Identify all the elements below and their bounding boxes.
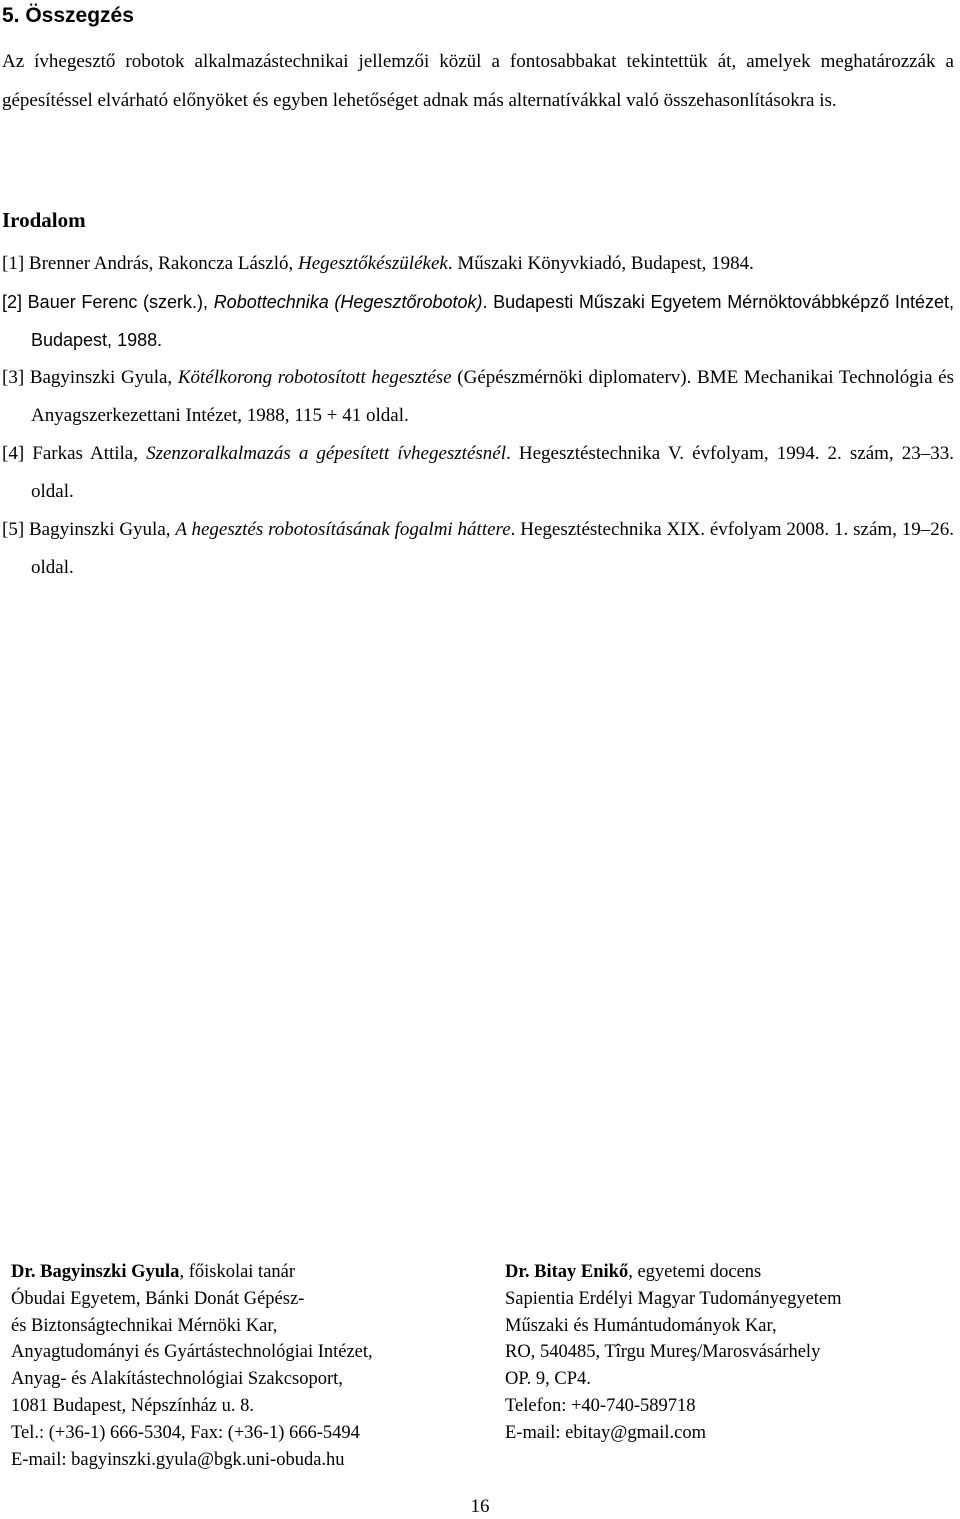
author-affiliation-line: Sapientia Erdélyi Magyar Tudományegyetem bbox=[505, 1288, 842, 1309]
section-heading: 5. Összegzés bbox=[2, 4, 134, 27]
author-block-right bbox=[505, 1259, 945, 1447]
reference-item-1 bbox=[2, 245, 954, 283]
reference-title: Robottechnika (Hegesztőrobotok) bbox=[213, 292, 483, 312]
reference-list bbox=[2, 245, 954, 587]
author-phone: Telefon: +40-740-589718 bbox=[505, 1395, 696, 1416]
author-block-left bbox=[11, 1259, 491, 1473]
author-heading bbox=[505, 1259, 945, 1286]
reference-publication: . Budapesti Műszaki Egyetem Mérnöktovábbképző Intézet, Budapest, 1988. bbox=[31, 292, 954, 350]
author-address: 1081 Budapest, Népszínház u. 8. bbox=[11, 1395, 255, 1416]
reference-number: [5] bbox=[2, 519, 25, 540]
reference-title: Szenzoralkalmazás a gépesített ívhegesztésnél bbox=[146, 443, 507, 464]
author-role: , egyetemi docens bbox=[628, 1262, 762, 1282]
reference-item-2 bbox=[2, 283, 954, 359]
reference-title: Hegesztőkészülékek bbox=[297, 253, 448, 274]
reference-publication: . Műszaki Könyvkiadó, Budapest, 1984. bbox=[447, 253, 754, 274]
reference-authors: Farkas Attila, bbox=[32, 443, 138, 464]
reference-authors: Bauer Ferenc (szerk.), bbox=[27, 292, 209, 312]
reference-authors: Bagyinszki Gyula, bbox=[29, 367, 173, 388]
author-email: E-mail: ebitay@gmail.com bbox=[505, 1422, 706, 1443]
reference-publication: . Hegesztéstechnika V. évfolyam, 1994. 2. szám, 23–33. oldal. bbox=[31, 443, 955, 502]
author-phone: Tel.: (+36-1) 666-5304, Fax: (+36-1) 666-5494 bbox=[11, 1422, 360, 1443]
author-affiliation-line: és Biztonságtechnikai Mérnöki Kar, bbox=[11, 1315, 278, 1336]
author-postal-box: OP. 9, CP4. bbox=[505, 1369, 591, 1390]
reference-number: [1] bbox=[2, 253, 25, 274]
author-affiliation-line: Műszaki és Humántudományok Kar, bbox=[505, 1315, 777, 1336]
reference-item-5 bbox=[2, 511, 954, 587]
reference-number: [3] bbox=[2, 367, 25, 388]
reference-authors: Bagyinszki Gyula, bbox=[29, 519, 171, 540]
author-affiliation-line: Anyagtudományi és Gyártástechnológiai Intézet, bbox=[11, 1342, 373, 1363]
reference-title: A hegesztés robotosításának fogalmi háttere bbox=[175, 519, 511, 540]
author-address: RO, 540485, Tîrgu Mureş/Marosvásárhely bbox=[505, 1342, 821, 1363]
author-affiliation-line: Anyag- és Alakítástechnológiai Szakcsoport, bbox=[11, 1369, 343, 1390]
author-heading bbox=[11, 1259, 491, 1286]
author-email: E-mail: bagyinszki.gyula@bgk.uni-obuda.hu bbox=[11, 1449, 345, 1470]
page-number: 16 bbox=[470, 1496, 490, 1517]
reference-item-4 bbox=[2, 435, 954, 511]
reference-number: [2] bbox=[2, 292, 23, 312]
reference-authors: Brenner András, Rakoncza László, bbox=[28, 253, 294, 274]
author-affiliation-line: Óbudai Egyetem, Bánki Donát Gépész- bbox=[11, 1288, 305, 1309]
author-role: , főiskolai tanár bbox=[179, 1262, 296, 1282]
reference-number: [4] bbox=[2, 443, 25, 464]
reference-publication: (Gépészmérnöki diplomaterv). BME Mechanikai Technológia és Anyagszerkezettani Intézet, 1988, 115 + 41 oldal. bbox=[31, 367, 955, 426]
summary-paragraph: Az ívhegesztő robotok alkalmazástechnikai jellemzői közül a fontosabbakat tekintettük át, amelyek meghatározzák a gépesítéssel elvárható előnyöket és egyben lehetőséget adnak más alternatívákkal való összehasonlításokra is. bbox=[2, 51, 954, 111]
author-name: Dr. Bitay Enikő bbox=[505, 1262, 629, 1282]
references-heading: Irodalom bbox=[2, 208, 86, 232]
reference-title: Kötélkorong robotosított hegesztése bbox=[177, 367, 452, 388]
author-name: Dr. Bagyinszki Gyula bbox=[11, 1262, 180, 1282]
reference-publication: . Hegesztéstechnika XIX. évfolyam 2008. 1. szám, 19–26. oldal. bbox=[31, 519, 954, 578]
reference-item-3 bbox=[2, 359, 954, 435]
